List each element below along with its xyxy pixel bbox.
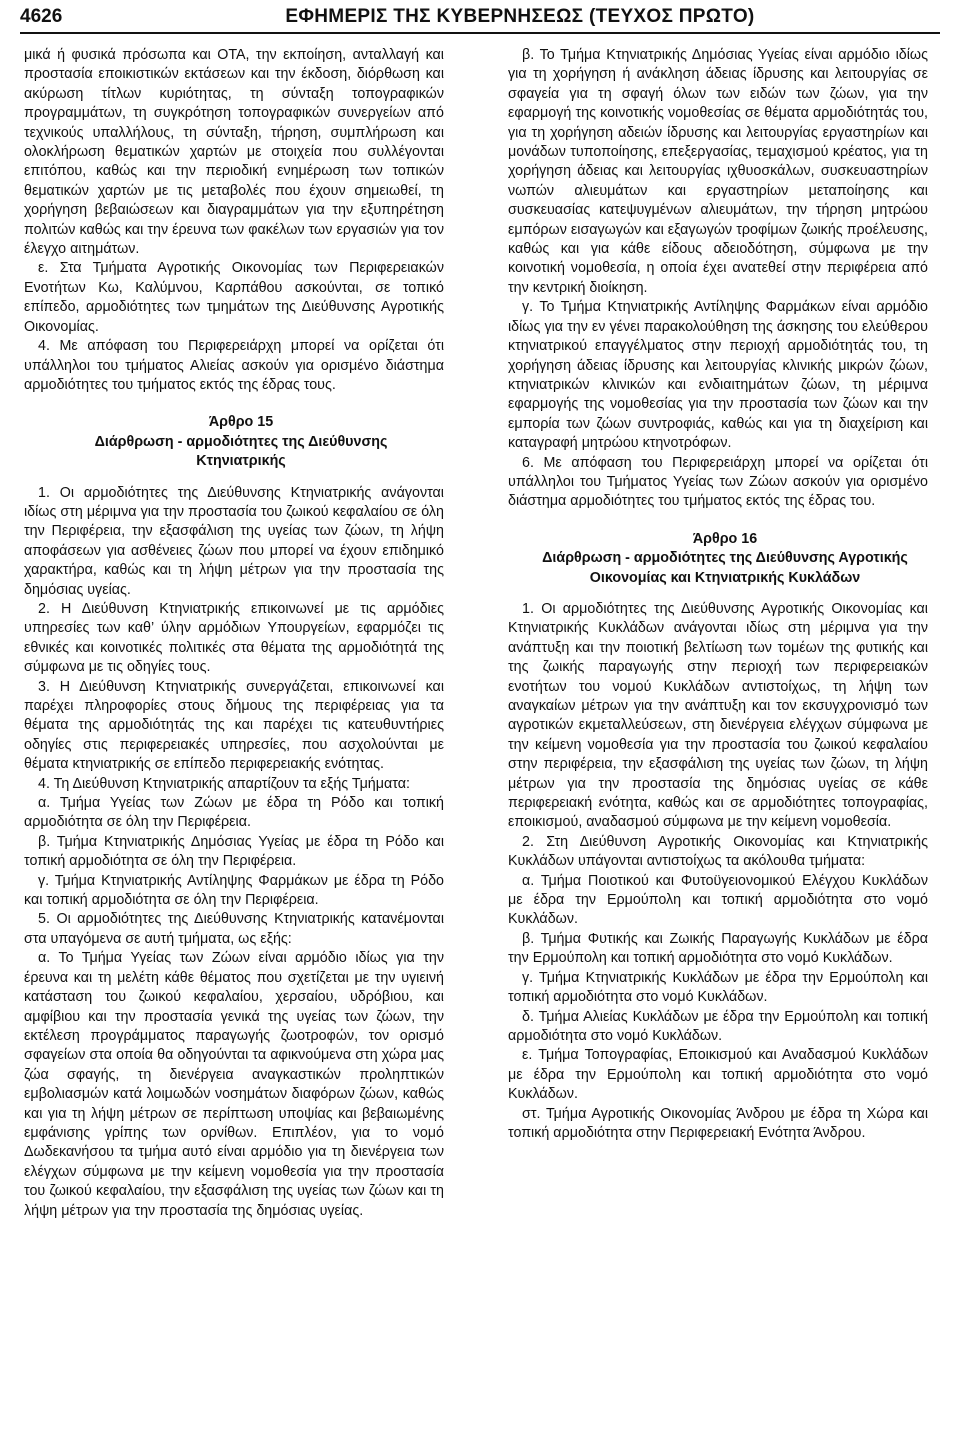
spacer bbox=[508, 512, 928, 530]
paragraph: 5. Οι αρμοδιότητες της Διεύθυνσης Κτηνιατρικής κατανέμονται στα υπαγόμενα σε αυτή τμήματα, ως εξής: bbox=[24, 911, 444, 947]
page-number: 4626 bbox=[20, 6, 63, 27]
paragraph: γ. Το Τμήμα Κτηνιατρικής Αντίληψης Φαρμάκων είναι αρμόδιο ιδίως για την εν γένει παρακολούθηση της άσκησης του ελεύθερου κτηνιατρικού επαγγέλματος στην περιοχή αρμοδιότητάς του, τη χορήγηση άδειας ίδρυσης και λειτουργίας κλινικής μικρών ζώων, κτηνιατρικών κλινικών και ενδιαιτημάτων ζώων, τη μέριμνα εφαρμογής της νομοθεσίας για την προστασία των ζώων και την εμπορία των ζώων συντροφιάς, καθώς και για τη διαχείριση και καταγραφή μητρώου κτηνοτρόφων. bbox=[508, 299, 928, 452]
paragraph: ε. Στα Τμήματα Αγροτικής Οικονομίας των Περιφερειακών Ενοτήτων Κω, Καλύμνου, Καρπάθου ασκούνται, σε τοπικό επίπεδο, αρμοδιότητες των τμημάτων της Διεύθυνσης Αγροτικής Οικονομίας. bbox=[24, 260, 444, 335]
article-16-subtitle-cont: Οικονομίας και Κτηνιατρικής Κυκλάδων bbox=[589, 569, 861, 586]
paragraph: μικά ή φυσικά πρόσωπα και ΟΤΑ, την εκποίηση, ανταλλαγή και προστασία εποικιστικών εκτάσεων και την έκδοση, διόρθωση και ακύρωση τίτλων κυριότητας, τη σύνταξη τοπογραφικών προγραμμάτων, τη συγκρότηση τοπογραφικών συνεργείων από τεχνικούς υπαλλήλους, τη σύνταξη, τήρηση, συμπλήρωση και ολοκλήρωση θεματικών χαρτών με στοιχεία που συλλέγονται επιτόπου, καθώς και την περιοδική ενημέρωση των τοπικών θεματικών χαρτών με τις μεταβολές που έχουν σημειωθεί, τη χορήγηση βεβαιώσεων και διαγραμμάτων για την εξυπηρέτηση πολιτών καθώς και την έρευνα των φακέλων των εργασιών για τον έλεγχο αιτημάτων. bbox=[24, 47, 444, 258]
paragraph: β. Τμήμα Κτηνιατρικής Δημόσιας Υγείας με έδρα τη Ρόδο και τοπική αρμοδιότητα σε όλη την Περιφέρεια. bbox=[24, 833, 444, 870]
paragraph: 4. Τη Διεύθυνση Κτηνιατρικής απαρτίζουν τα εξής Τμήματα: bbox=[38, 775, 410, 792]
article-15-title: Άρθρο 15 bbox=[208, 414, 274, 431]
paragraph: α. Το Τμήμα Υγείας των Ζώων είναι αρμόδιο ιδίως για την έρευνα και τη μελέτη κάθε θέματος που σχετίζεται με την υγιεινή κατάσταση του ζωικού κεφαλαίου, χερσαίου, υδρόβιου, και αμφίβιου και την προστασία γενικά της υγείας των ζώων, την εκτέλεση προγράμματος παραγωγής ζωοτροφών, τον ορισμό σφαγείων στα οποία θα οδηγούνται τα αφικνούμενα στη χώρα μας ζώα σφαγής, τη διενέργεια αναγκαστικών προληπτικών εμβολιασμών κατά λοιμωδών νοσημάτων διαφόρων ζώων, καθώς και για τη λήψη μέτρων σε περίπτωση υποψίας και βεβαιωμένης εμφάνισης γρίπης των ορνίθων. Επιπλέον, για το νομό Δωδεκανήσου τα τμήμα αυτό είναι αρμόδιο για τη διενέργεια των ελέγχων σύμφωνα με την κείμενη νομοθεσία για την προστασία του ζωικού κεφαλαίου, την εξασφάλιση της υγείας των ζώων και τη λήψη μέτρων για την προστασία της δημόσιας υγείας. bbox=[24, 950, 444, 1219]
paragraph: 1. Οι αρμοδιότητες της Διεύθυνσης Αγροτικής Οικονομίας και Κτηνιατρικής Κυκλάδων ανάγονται ιδίως στη μέριμνα για την ανάπτυξη και την ποιοτική βελτίωση των τομέων της φυτικής και της ζωικής παραγωγής στην περιοχή των περιφερειακών ενοτήτων του νομού Κυκλάδων αντιστοίχως, τη λήψη των αναγκαίων μέτρων για την ανάπτυξη και τον εκσυγχρονισμό των αγροτικών εκμεταλλεύσεων, στη διενέργεια ελέγχων σύμφωνα με την κείμενη νομοθεσία για την προστασία του ζωικού κεφαλαίου στην περιφέρεια, την εξασφάλιση της υγείας των ζώων, τη λήψη μέτρων για την προστασία της δημόσιας υγείας σε κάθε περιφερειακή ενότητα, καθώς και σε αρμοδιότητες τοπογραφίας, εποικισμού, αναδασμού σύμφωνα με την κείμενη νομοθεσία. bbox=[508, 600, 928, 831]
paragraph: α. Τμήμα Ποιοτικού και Φυτοϋγειονομικού Ελέγχου Κυκλάδων με έδρα την Ερμούπολη και τοπική αρμοδιότητα στο νομό Κυκλάδων. bbox=[508, 872, 928, 928]
paragraph: γ. Τμήμα Κτηνιατρικής Αντίληψης Φαρμάκων με έδρα τη Ρόδο και τοπική αρμοδιότητα σε όλη την Περιφέρεια. bbox=[24, 872, 444, 909]
article-16-title: Άρθρο 16 bbox=[692, 530, 758, 547]
paragraph: στ. Τμήμα Αγροτικής Οικονομίας Άνδρου με έδρα τη Χώρα και τοπική αρμοδιότητα στην Περιφερειακή Ενότητα Άνδρου. bbox=[508, 1105, 928, 1141]
spacer bbox=[24, 472, 444, 484]
article-15-subtitle: Διάρθρωση - αρμοδιότητες της Διεύθυνσης bbox=[94, 433, 388, 450]
page-header bbox=[20, 4, 940, 30]
paragraph: 3. Η Διεύθυνση Κτηνιατρικής συνεργάζεται, επικοινωνεί και παρέχει πληροφορίες στους δήμους της περιφέρειας για τα θέματα της αρμοδιότητάς της και παρέχει τις κατευθυντήριες οδηγίες στις περιφερειακές υπηρεσίες, που ασχολούνται με θέματα κτηνιατρικής σε επίπεδο περιφερειακής ενότητας. bbox=[24, 678, 444, 773]
paragraph: γ. Τμήμα Κτηνιατρικής Κυκλάδων με έδρα την Ερμούπολη και τοπική αρμοδιότητα στο νομό Κυκλάδων. bbox=[508, 969, 928, 1006]
gazette-title: ΕΦΗΜΕΡΙΣ ΤΗΣ ΚΥΒΕΡΝΗΣΕΩΣ (ΤΕΥΧΟΣ ΠΡΩΤΟ) bbox=[285, 6, 755, 27]
paragraph: β. Τμήμα Φυτικής και Ζωικής Παραγωγής Κυκλάδων με έδρα την Ερμούπολη και τοπική αρμοδιότητα στο νομό Κυκλάδων. bbox=[508, 930, 928, 967]
paragraph: 2. Η Διεύθυνση Κτηνιατρικής επικοινωνεί με τις αρμόδιες υπηρεσίες των καθ’ ύλην αρμόδιων Υπουργείων, εφαρμόζει τις εθνικές και κοινοτικές πολιτικές στα θέματα της αρμοδιότητά της σύμφωνα με τις οδηγίες τους. bbox=[24, 600, 444, 676]
paragraph: δ. Τμήμα Αλιείας Κυκλάδων με έδρα την Ερμούπολη και τοπική αρμοδιότητα στο νομό Κυκλάδων. bbox=[508, 1008, 928, 1044]
paragraph: 4. Με απόφαση του Περιφερειάρχη μπορεί να ορίζεται ότι υπάλληλοι του τμήματος Αλιείας ασκούν για ορισμένο διάστημα αρμοδιότητες του τμήματος εκτός της έδρας τους. bbox=[24, 338, 444, 393]
spacer bbox=[24, 395, 444, 413]
paragraph: 2. Στη Διεύθυνση Αγροτικής Οικονομίας και Κτηνιατρικής Κυκλάδων υπάγονται αντιστοίχως τα ακόλουθα τμήματα: bbox=[508, 833, 928, 870]
paragraph: ε. Τμήμα Τοπογραφίας, Εποικισμού και Αναδασμού Κυκλάδων με έδρα την Ερμούπολη και τοπική αρμοδιότητα στο νομό Κυκλάδων. bbox=[508, 1047, 928, 1103]
spacer bbox=[508, 588, 928, 600]
paragraph: 1. Οι αρμοδιότητες της Διεύθυνσης Κτηνιατρικής ανάγονται ιδίως στη μέριμνα για την προστασία του ζωικού κεφαλαίου σε όλη την Περιφέρεια, την εξασφάλιση της υγείας των ζώων, τη λήψη αποφάσεων για ασθένειες ζώων που μπορεί να έχουν επιδημικό χαρακτήρα, καθώς και τη λήψη μέτρων για την προστασία της δημόσιας υγείας. bbox=[24, 484, 444, 598]
right-column bbox=[508, 46, 928, 1143]
article-15-subtitle-cont: Κτηνιατρικής bbox=[196, 453, 286, 470]
left-column bbox=[24, 46, 444, 1221]
paragraph: β. Το Τμήμα Κτηνιατρικής Δημόσιας Υγείας είναι αρμόδιο ιδίως για τη χορήγηση ή ανάκληση άδειας ίδρυσης και λειτουργίας σε σφαγεία για τη σφαγή όλων των ειδών των ζώων, για την εφαρμογή της κοινοτικής νομοθεσίας σε θέματα αρμοδιότητάς του, για τη χορήγηση αδειών ίδρυσης και λειτουργίας εργαστηρίων και μονάδων τυποποίησης, επεξεργασίας, τεμαχισμού κρέατος, για τη χορήγηση άδειας και λειτουργίας ιχθυοσκάλων, συσκευαστηρίων νωπών αλιευμάτων και εργαστηρίων μεταποίησης και συσκευασίας κατεψυγμένων αλιευμάτων, την τήρηση μητρώου εμπόρων εισαγωγών και εξαγωγών τροφίμων ζωικής προέλευσης, καθώς και για κάθε είδους αδειοδότηση, σύμφωνα με την κοινοτική νομοθεσία, η οποία έχει ανατεθεί στην περιφέρεια από την κεντρική διοίκηση. bbox=[508, 47, 928, 296]
header-rule bbox=[20, 32, 940, 34]
paragraph: α. Τμήμα Υγείας των Ζώων με έδρα τη Ρόδο και τοπική αρμοδιότητα σε όλη την Περιφέρεια. bbox=[24, 795, 444, 831]
article-16-subtitle: Διάρθρωση - αρμοδιότητες της Διεύθυνσης Αγροτικής bbox=[542, 550, 908, 567]
paragraph: 6. Με απόφαση του Περιφερειάρχη μπορεί να ορίζεται ότι υπάλληλοι του Τμήματος Υγείας των Ζώων ασκούν για ορισμένο διάστημα αρμοδιότητες του τμήματος εκτός της έδρας του. bbox=[508, 454, 928, 510]
